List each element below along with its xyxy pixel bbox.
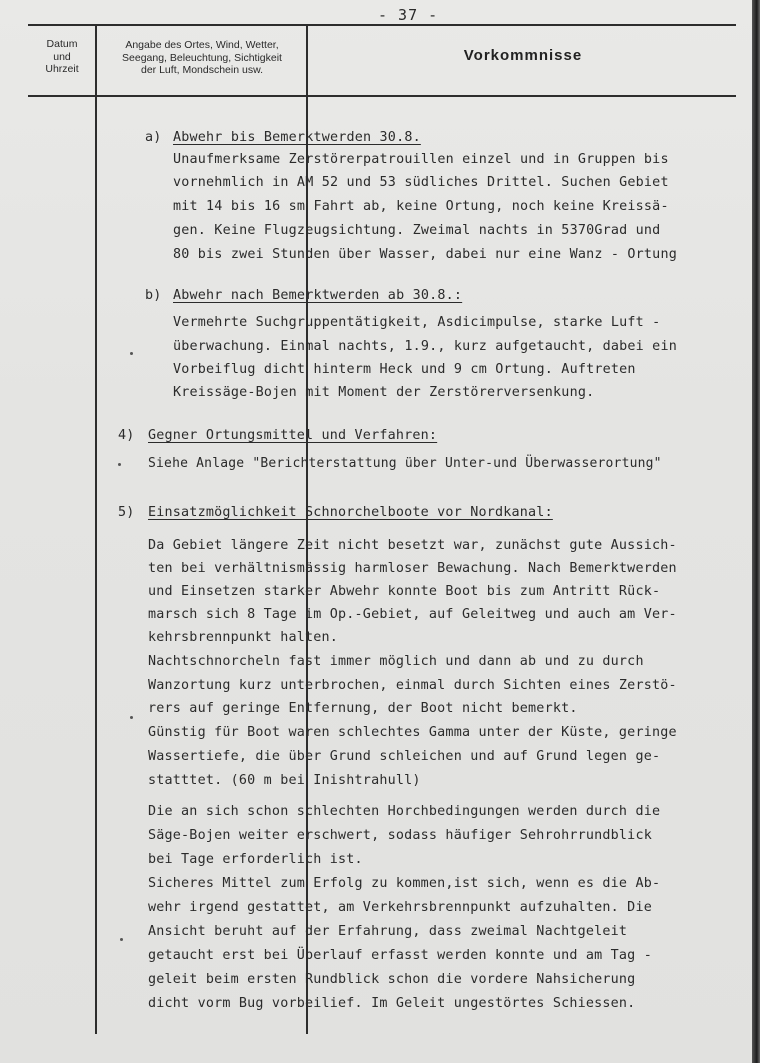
column-divider-1 xyxy=(95,24,97,1034)
margin-speck xyxy=(118,463,121,466)
section-b-line: Vermehrte Suchgruppentätigkeit, Asdicimpulse, starke Luft - xyxy=(173,315,661,330)
section-4-prefix: 4) xyxy=(118,428,135,443)
section-b-prefix: b) xyxy=(145,288,162,303)
header-date-time xyxy=(30,38,94,76)
section-5-line: kehrsbrennpunkt halten. xyxy=(148,630,339,645)
section-a-line: 80 bis zwei Stunden über Wasser, dabei nur eine Wanz - Ortung xyxy=(173,247,677,262)
header-top-rule xyxy=(28,24,736,26)
section-b-line: Vorbeiflug dicht hinterm Heck und 9 cm Ortung. Auftreten xyxy=(173,362,636,377)
section-5-line: Wassertiefe, die über Grund schleichen und auf Grund legen ge- xyxy=(148,749,661,764)
section-5-line: Säge-Bojen weiter erschwert, sodass häufiger Sehrohrrundblick xyxy=(148,828,652,843)
section-5-line: ten bei verhältnismässig harmloser Bewachung. Nach Bemerktwerden xyxy=(148,561,677,576)
header-location-line: Seegang, Beleuchtung, Sichtigkeit xyxy=(122,51,282,64)
section-a-heading: Abwehr bis Bemerktwerden 30.8. xyxy=(173,130,421,145)
header-location-line: Angabe des Ortes, Wind, Wetter, xyxy=(125,39,279,51)
section-5-line: rers auf geringe Entfernung, der Boot nicht bemerkt. xyxy=(148,701,578,716)
section-5-line: Die an sich schon schlechten Horchbedingungen werden durch die xyxy=(148,804,661,819)
header-date-line: Uhrzeit xyxy=(45,63,79,75)
section-5-prefix: 5) xyxy=(118,505,135,520)
section-5-line: bei Tage erforderlich ist. xyxy=(148,852,363,867)
header-events: Vorkommnisse xyxy=(463,47,583,64)
section-a-line: vornehmlich in AM 52 und 53 südliches Drittel. Suchen Gebiet xyxy=(173,175,669,190)
section-4-line: Siehe Anlage "Berichterstattung über Unter-und Überwasserortung" xyxy=(148,456,662,471)
page-edge-shadow xyxy=(752,0,760,1063)
section-5-line: marsch sich 8 Tage im Op.-Gebiet, auf Geleitweg und auch am Ver- xyxy=(148,607,677,622)
section-a-line: gen. Keine Flugzeugsichtung. Zweimal nachts in 5370Grad und xyxy=(173,223,661,238)
section-5-line: dicht vorm Bug vorbeilief. Im Geleit ungestörtes Schiessen. xyxy=(148,996,636,1011)
section-5-line: Wanzortung kurz unterbrochen, einmal durch Sichten eines Zerstö- xyxy=(148,678,677,693)
section-5-line: getaucht erst bei Überlauf erfasst werden konnte und am Tag - xyxy=(148,948,652,963)
section-4-heading: Gegner Ortungsmittel und Verfahren: xyxy=(148,428,438,443)
section-5-heading: Einsatzmöglichkeit Schnorchelboote vor Nordkanal: xyxy=(148,505,553,520)
section-5-line: Sicheres Mittel zum Erfolg zu kommen,ist sich, wenn es die Ab- xyxy=(148,876,661,891)
header-bottom-rule xyxy=(28,95,736,97)
section-b-heading: Abwehr nach Bemerktwerden ab 30.8.: xyxy=(173,288,463,303)
section-a-prefix: a) xyxy=(145,130,162,145)
section-5-line: Nachtschnorcheln fast immer möglich und dann ab und zu durch xyxy=(148,654,644,669)
section-a-line: mit 14 bis 16 sm Fahrt ab, keine Ortung, noch keine Kreissä- xyxy=(173,199,669,214)
section-5-line: Ansicht beruht auf der Erfahrung, dass zweimal Nachtgeleit xyxy=(148,924,628,939)
section-a-line: Unaufmerksame Zerstörerpatrouillen einzel und in Gruppen bis xyxy=(173,152,669,167)
margin-speck xyxy=(130,352,133,355)
section-5-line: und Einsetzen starker Abwehr konnte Boot bis zum Antritt Rück- xyxy=(148,584,661,599)
margin-speck xyxy=(120,938,123,941)
section-b-line: überwachung. Einmal nachts, 1.9., kurz aufgetaucht, dabei ein xyxy=(173,339,677,354)
section-5-line: Da Gebiet längere Zeit nicht besetzt war, zunächst gute Aussich- xyxy=(148,538,677,553)
header-date-line: und xyxy=(53,50,71,63)
section-5-line: geleit beim ersten Rundblick schon die vordere Nahsicherung xyxy=(148,972,636,987)
section-5-line: wehr irgend gestattet, am Verkehrsbrennpunkt aufzuhalten. Die xyxy=(148,900,652,915)
section-5-line: Günstig für Boot waren schlechtes Gamma unter der Küste, geringe xyxy=(148,725,677,740)
header-location-weather xyxy=(98,39,306,77)
header-location-line: der Luft, Mondschein usw. xyxy=(141,64,263,76)
section-5-line: statttet. (60 m bei Inishtrahull) xyxy=(148,773,421,788)
page-number: - 37 - xyxy=(378,6,439,24)
margin-speck xyxy=(130,716,133,719)
header-date-line: Datum xyxy=(46,38,78,50)
section-b-line: Kreissäge-Bojen mit Moment der Zerstörerversenkung. xyxy=(173,385,595,400)
